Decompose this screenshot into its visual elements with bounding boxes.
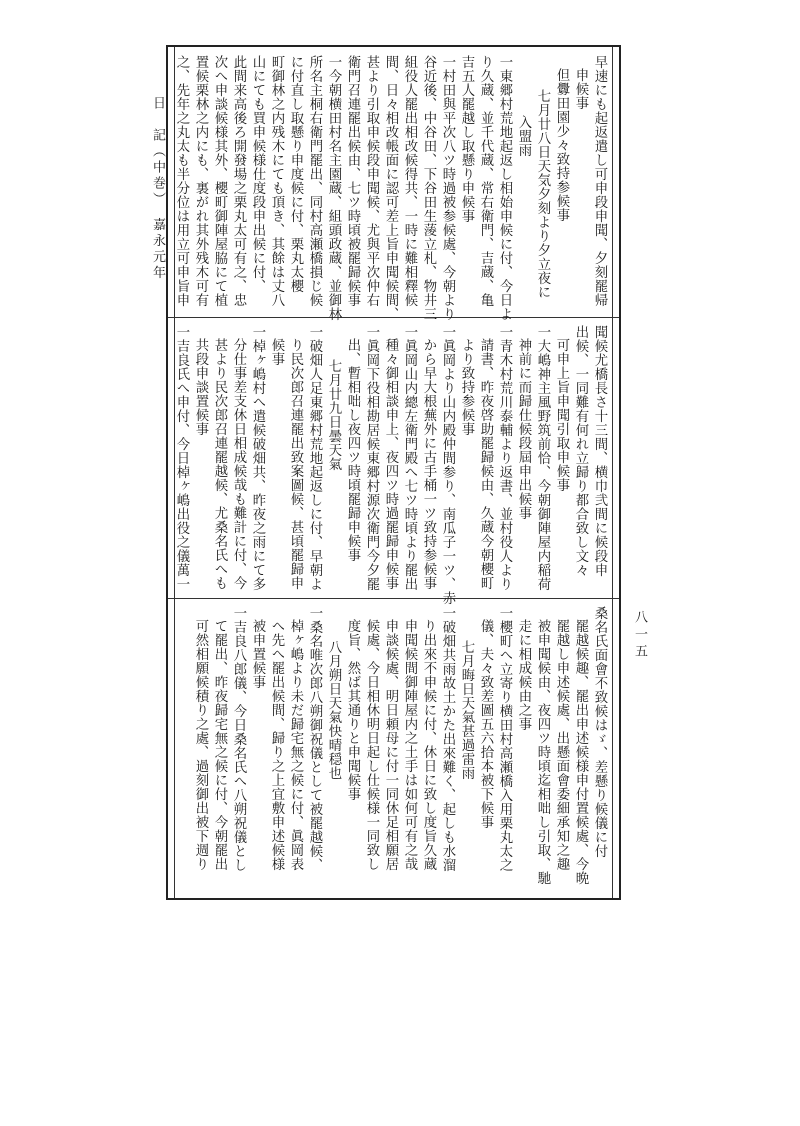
text-column: 棹ヶ嶋より未だ歸宅無之候に付、眞岡表 [288,619,303,871]
section-divider-2 [168,598,619,599]
text-column: 一櫻町へ立寄り横田村高瀬橋入用栗丸太之 [497,606,512,872]
entry-date: 七月廿八日天気夕刻より夕立夜に [535,89,550,299]
text-column: 間、日々相改帳面に認可差上旨申聞候間、 [383,55,398,321]
text-column: 可然相願候積り之處、過刻御出被下週り [193,619,208,871]
text-column: に付直し取懸り申度候に付、栗丸太櫻 [288,55,303,293]
text-section-bottom [178,606,609,896]
text-column: 一大嶋神主風野筑前恰、今朝御陣屋内稲荷 [535,325,550,591]
text-column: 一今朝横田村名主園蔵、組頭政蔵、並御林 [326,55,341,321]
text-column: 申聞候間御陣屋内之土手は如何可有之哉 [402,619,417,871]
text-column: 吉五人罷越し取懸り申候事 [459,55,474,223]
text-column: 所名主桐右衛門罷出、同村高瀬橋損じ候 [307,55,322,307]
text-column: 此間来高後ろ開發場之栗丸太可有之、忠 [231,55,246,307]
text-column: 候處、今日相休明日起し仕候様一同致し [364,619,379,871]
text-column: 儀、夫々致差圖五六拾本被下候事 [478,619,493,829]
text-column: 罷越し申述候處、出懸面會委細承知之趣 [554,619,569,871]
text-column: 但釁田園少々致持参候事 [554,68,569,222]
page-number: 八一五 [632,610,647,661]
text-column: 一吉良八郎儀、今日桑名氏へ八朔祝儀とし [231,606,246,872]
text-column: 共段申談置候事 [193,338,208,436]
text-column: から早大根蕪外に古手桶一ツ致持参候事 [421,338,436,590]
text-column: へ先へ罷出候間、歸り之上宜敷申述候様 [269,619,284,871]
text-column: 置候栗林之内にも、裏がれ其外残木可有 [193,55,208,307]
text-column: 度旨、然ば其通りと申聞候事 [345,619,360,801]
text-column: 山にても買申候様仕度段申出候に付、 [250,55,265,293]
running-head: 日 記（中巻） 嘉永元年 [150,96,165,282]
text-column: 組役人罷出相改候得共、一時に難相釋候 [402,55,417,307]
text-column: 一眞岡より山内殿仲間参り、南瓜子一ツ、赤 [440,325,455,605]
inner-right-rule [612,47,613,898]
text-column: より致持参候事 [459,338,474,436]
text-column: 分仕事差支休日相成候哉も難計に付、今 [231,338,246,590]
text-column: 一吉良氏へ申付、今日棹ヶ嶋出役之儀萬一 [174,325,189,591]
text-column: 申談候處、明日頼母に付一同休足相願居 [383,619,398,871]
text-column: 出、暫相咄し夜四ツ時頃罷歸申候事 [345,338,360,562]
text-column: 出候、一同難有何れ立歸り都合致し文々 [573,325,588,577]
entry-date: 七月廿九日曇天氣 [326,359,341,471]
entry-date: 八月朔日天氣快晴穏也 [326,640,341,780]
text-column: 神前に而歸仕候段屆申出候事 [516,338,531,520]
text-column: 早速にも起返遣し可申段申聞、夕刻罷帰 [592,55,607,307]
text-column: て罷出、昨夜歸宅無之候に付、今朝罷出 [212,619,227,871]
text-column: 被申聞候由、夜四ツ時頃迄相咄し引取、馳 [535,619,550,885]
text-column: り民次郎召連罷出致案圖候、甚頃罷歸申 [288,338,303,590]
text-column: 甚より民次郎召連罷越候、尤桑名氏へも [212,338,227,590]
text-column: 谷近後、中谷田、下谷田生蔆立札、物井三 [421,55,436,321]
text-column: 候事 [269,338,284,366]
text-column: 種々御相談申上、夜四ツ時過罷歸申候事 [383,338,398,590]
text-column: 一東郷村荒地起返し相始申候に付、今日よ [497,55,512,321]
text-section-top [174,55,609,321]
text-column: 一眞岡下役相勘居候東郷村源次衛門今夕罷 [364,325,379,591]
text-column: 一棹ヶ嶋村へ遣候破畑共、昨夜之雨にて多 [250,325,265,591]
text-column: 一桑名唯次郎八朔御祝儀として被罷越候、 [307,606,322,872]
text-column: り出來不申候に付、休日に致し度旨久蔵 [421,619,436,871]
text-column: 桑名氏面會不致候はゞ、差懸り候儀に付 [592,606,607,858]
text-column: 一村田與平次八ツ時過被参候處、今朝より [440,55,455,321]
text-column: 可申上旨申聞引取申候事 [554,338,569,492]
text-column: 甚より引取申候段申聞候、尤與平次仲右 [364,55,379,307]
text-column: 次へ申談候様其外、櫻町御陣屋脇にて植 [212,55,227,307]
text-column: 請書、昨夜啓助罷歸候由、久蔵今朝櫻町 [478,338,493,590]
text-column: 罷越候趣、罷出申述候様申付置候處、今晩 [573,619,588,885]
text-section-middle [174,325,609,605]
text-column: り久蔵、並千代蔵、常右衛門、吉蔵、亀 [478,55,493,307]
entry-heading: 入盟雨 [516,115,531,157]
text-column: 一青木村荒川泰輔より返書、並村役人より [497,325,512,591]
text-column: 一眞岡山内總左衛門殿へ七ツ時頃より罷出 [402,325,417,591]
text-column: 衛門召連罷出候由、七ツ時頃被罷歸候事 [345,55,360,307]
text-column: 町御林之内残木にても頂き、其餘は丈八 [269,55,284,307]
entry-date: 七月晦日天氣甚過雷雨 [459,640,474,780]
text-column: 一破畑人足東郷村荒地起返しに付、早朝よ [307,325,322,591]
text-column: 走に相成候由之事 [516,619,531,731]
text-column: 一破畑共雨故土かた出來難く、起しも水溜 [440,606,455,872]
text-column: 之、先年之丸太も半分位は用立可申旨申 [174,55,189,307]
page-frame [166,45,621,900]
text-column: 聞候尤橋長さ十三間、横巾弐間に候段申 [592,325,607,577]
text-column: 申候事 [573,68,588,110]
text-column: 被申置候事 [250,619,265,689]
